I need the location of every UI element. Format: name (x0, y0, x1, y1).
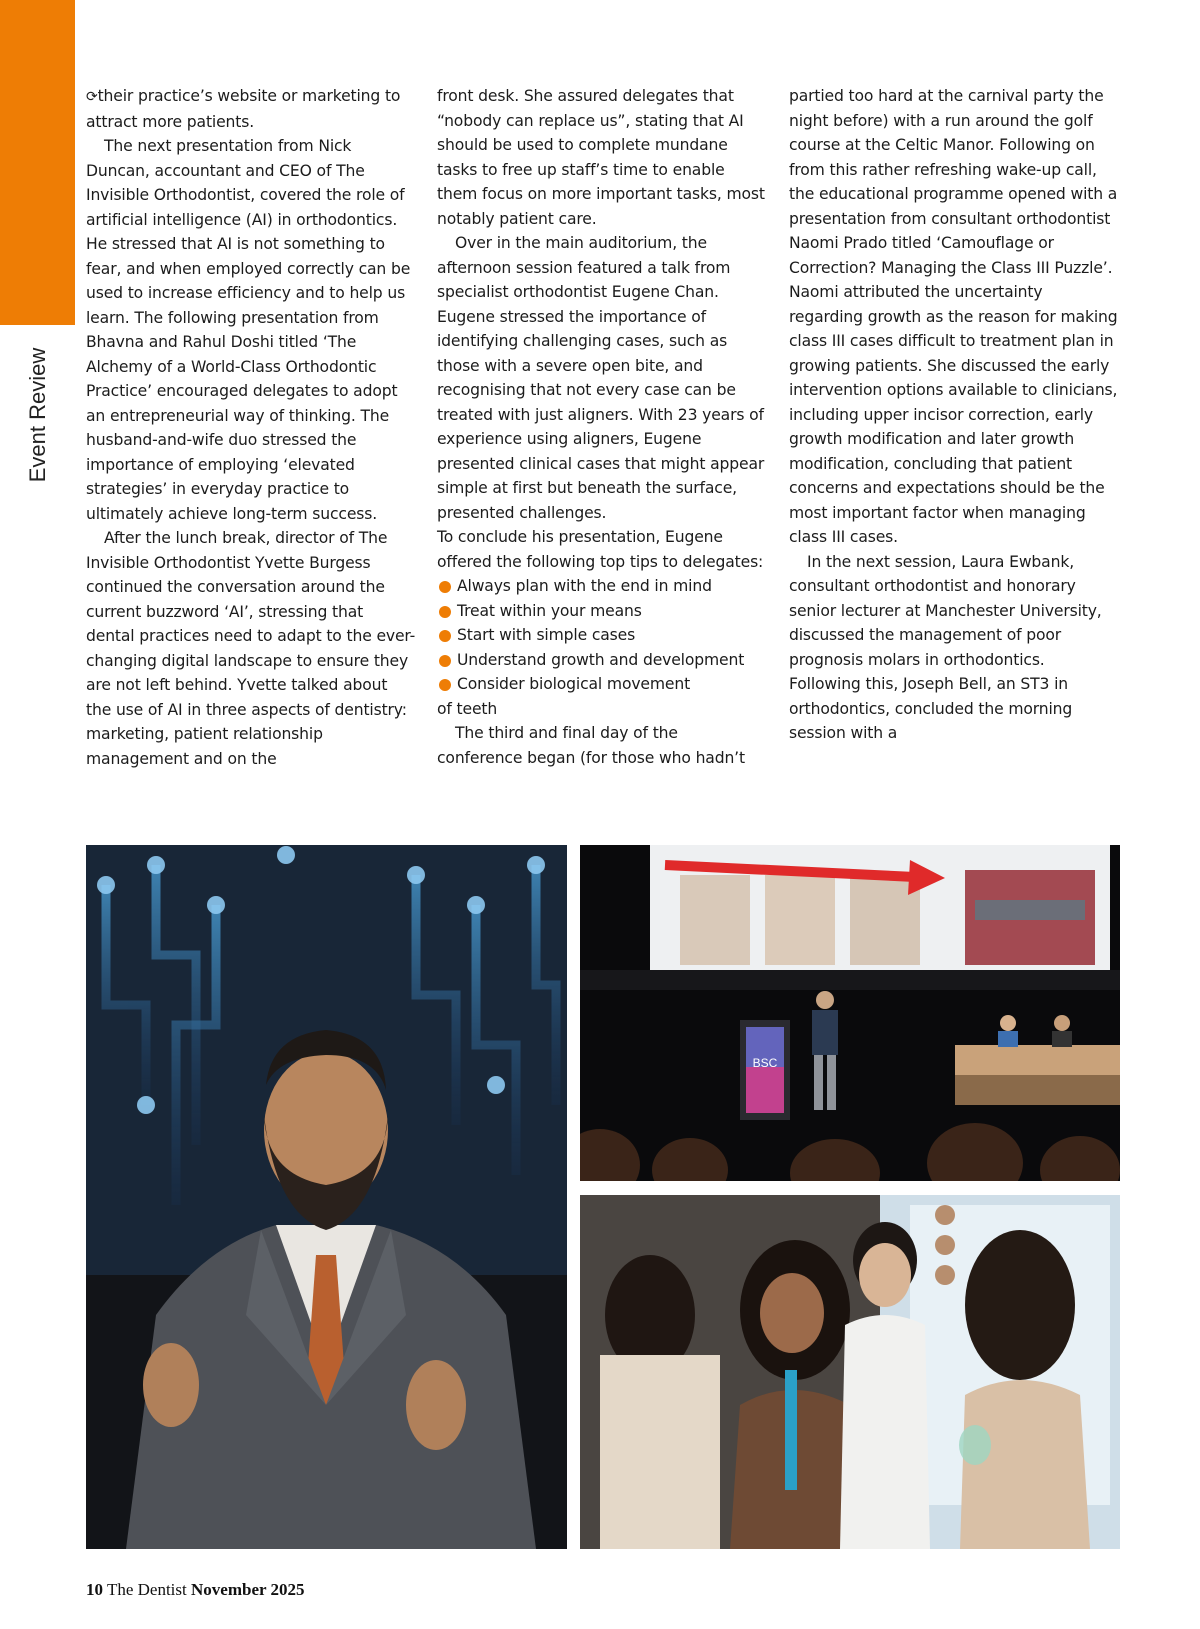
delegates-illustration (580, 1195, 1120, 1549)
continued-arrow-icon: ⟳ (86, 89, 98, 105)
publication-name: The Dentist (106, 1580, 187, 1599)
paragraph: partied too hard at the carnival party the night before) with a run around the golf course at the Celtic Manor. Following on from this rather refreshing wake-up call, the educational programme opened with a presentation from consultant orthodontist Naomi Prado titled ‘Camouflage or Correction? Managing the Class III Puzzle’. Naomi attributed the uncertainty regarding growth as the reason for making class III cases difficult to treatment plan in growing patients. She discussed the early intervention options available to clinicians, including upper incisor correction, early growth modification and later growth modification, concluding that patient concerns and expectations should be the most important factor when managing class III cases. (789, 87, 1118, 546)
page-footer (86, 1580, 304, 1600)
lectern-logo: BSC (752, 1056, 778, 1070)
tip-item: Always plan with the end in mind (437, 574, 767, 599)
tip-item: Treat within your means (437, 599, 767, 624)
tip-item-continued: of teeth (437, 699, 498, 718)
stage-illustration (580, 845, 1120, 1181)
section-color-tab (0, 0, 75, 325)
paragraph: After the lunch break, director of The Invisible Orthodontist Yvette Burgess continued the conversation around the current buzzword ‘AI’, stressing that dental practices need to adapt to the ever-changing digital landscape to ensure they are not left behind. Yvette talked about the use of AI in three aspects of dentistry: marketing, patient relationship management and on the (86, 529, 416, 768)
speaker-illustration (86, 845, 567, 1549)
auditorium-photo (580, 845, 1120, 1181)
paragraph: In the next session, Laura Ewbank, consultant orthodontist and honorary senior lecturer at Manchester University, discussed the management of poor prognosis molars in orthodontics. Following this, Joseph Bell, an ST3 in orthodontics, concluded the morning session with a (789, 552, 1102, 742)
tip-item: Understand growth and development (437, 648, 767, 673)
paragraph: ⟳their practice’s website or marketing to attract more patients. (86, 87, 401, 131)
issue-date: November 2025 (191, 1580, 305, 1599)
tip-item: Consider biological movement (437, 672, 767, 697)
paragraph: front desk. She assured delegates that “nobody can replace us”, stating that AI should be used to complete mundane tasks to free up staff’s time to enable them focus on more important tasks, most notably patient care. (437, 87, 765, 228)
paragraph: Over in the main auditorium, the afternoon session featured a talk from specialist orthodontist Eugene Chan. Eugene stressed the importance of identifying challenging cases, such as those with a severe open bite, and recognising that not every case can be treated with just aligners. With 23 years of experience using aligners, Eugene presented clinical cases that might appear simple at first but beneath the surface, presented challenges. (437, 234, 765, 522)
article-column-2 (437, 84, 767, 770)
section-label: Event Review (25, 347, 50, 483)
speaker-photo (86, 845, 567, 1549)
article-column-3 (789, 84, 1119, 746)
paragraph: To conclude his presentation, Eugene offered the following top tips to delegates: (437, 528, 764, 571)
page-number: 10 (86, 1580, 103, 1599)
delegates-photo (580, 1195, 1120, 1549)
tip-item: Start with simple cases (437, 623, 767, 648)
tips-list (437, 574, 767, 721)
article-column-1 (86, 84, 416, 771)
paragraph: The third and final day of the conference began (for those who hadn’t (437, 724, 745, 767)
paragraph: The next presentation from Nick Duncan, accountant and CEO of The Invisible Orthodontist, covered the role of artificial intelligence (AI) in orthodontics. He stressed that AI is not something to fear, and when employed correctly can be used to increase efficiency and to help us learn. The following presentation from Bhavna and Rahul Doshi titled ‘The Alchemy of a World-Class Orthodontic Practice’ encouraged delegates to adopt an entrepreneurial way of thinking. The husband-and-wife duo stressed the importance of employing ‘elevated strategies’ in everyday practice to ultimately achieve long-term success. (86, 137, 411, 523)
